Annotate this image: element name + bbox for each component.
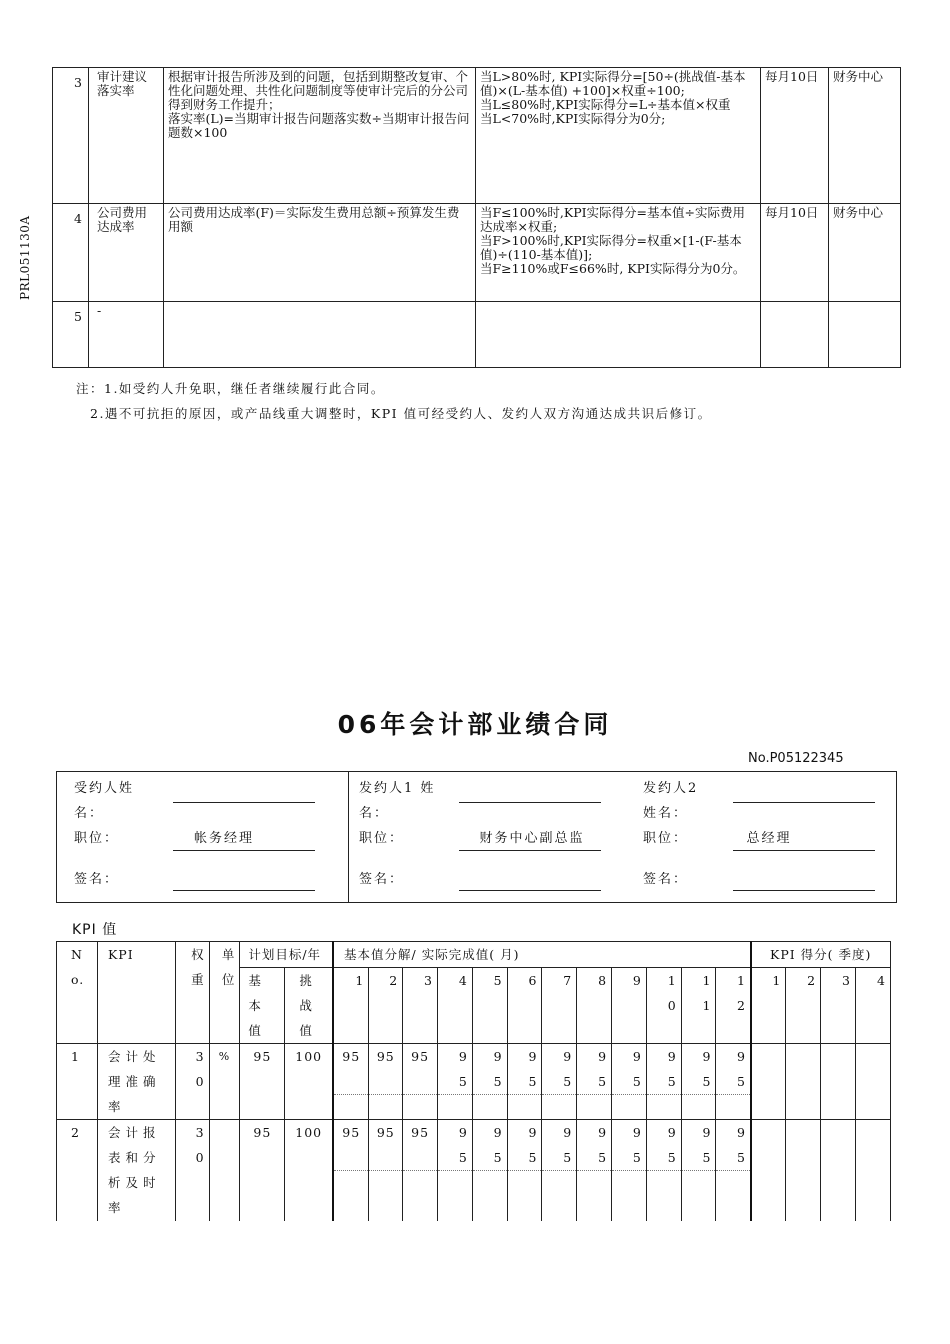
promisee-position-label: 职位： (74, 831, 120, 846)
row-actual-value[interactable] (333, 1171, 369, 1221)
row-actual-value[interactable] (577, 1095, 612, 1120)
row-weight: 30 (175, 1044, 209, 1120)
issuer1-name-line[interactable] (459, 802, 601, 803)
row-monthly-value[interactable]: 95 (646, 1120, 681, 1171)
kpi-definition: 根据审计报告所涉及到的问题，包括到期整改复审、个性化问题处理、共性化问题制度等使审计完后的分公司得到财务工作提升； 落实率(L)=当期审计报告问题落实数÷当期审计报告问题数×100 (164, 68, 476, 204)
kpi-detail-table (52, 67, 901, 368)
issuer2-sign-label: 签名： (643, 872, 689, 887)
kpi-value-row (57, 1120, 891, 1171)
issuer1-name-label: 发约人1 姓 (359, 781, 436, 796)
note-line-2: 2.遇不可抗拒的原因，或产品线重大调整时，KPI 值可经受约人、发约人双方沟通达成共识后修订。 (90, 406, 712, 421)
row-quarter-score[interactable] (751, 1044, 786, 1120)
month-header: 10 (646, 968, 681, 1044)
kpi-name: 审计建议落实率 (89, 68, 164, 204)
document-title: 06年会计部业绩合同 (337, 710, 613, 739)
issuer1-name-label-2: 名： (359, 806, 390, 821)
row-kpi-name: 会计处理准确率 (97, 1044, 175, 1120)
kpi-name: - (89, 302, 164, 368)
month-header: 3 (403, 968, 438, 1044)
row-monthly-value[interactable]: 95 (437, 1120, 472, 1171)
row-actual-value[interactable] (437, 1171, 472, 1221)
promisee-sign-line[interactable] (173, 890, 315, 891)
row-quarter-score[interactable] (821, 1044, 856, 1120)
quarter-header: 4 (855, 968, 890, 1044)
month-header: 7 (542, 968, 577, 1044)
kpi-value-table (56, 941, 891, 1221)
row-actual-value[interactable] (437, 1095, 472, 1120)
month-header: 2 (369, 968, 403, 1044)
month-header: 8 (577, 968, 612, 1044)
kpi-detail-row (53, 302, 901, 368)
quarter-header: 2 (786, 968, 821, 1044)
row-actual-value[interactable] (612, 1095, 647, 1120)
row-monthly-value[interactable]: 95 (472, 1044, 507, 1095)
notes (76, 376, 712, 426)
row-number: 1 (57, 1044, 98, 1120)
kpi-detail-row (53, 204, 901, 302)
row-monthly-value[interactable]: 95 (542, 1120, 577, 1171)
month-header: 12 (716, 968, 751, 1044)
kpi-definition: 公司费用达成率(F)＝实际发生费用总额÷预算发生费用额 (164, 204, 476, 302)
row-actual-value[interactable] (472, 1171, 507, 1221)
row-monthly-value[interactable]: 95 (507, 1044, 542, 1095)
promisee-name-line[interactable] (173, 802, 315, 803)
kpi-number: 5 (53, 302, 89, 368)
row-monthly-value[interactable]: 95 (716, 1120, 751, 1171)
row-monthly-value[interactable]: 95 (369, 1120, 403, 1171)
signature-box (56, 771, 897, 903)
row-actual-value[interactable] (333, 1095, 369, 1120)
row-unit: % (209, 1044, 240, 1120)
row-actual-value[interactable] (403, 1171, 438, 1221)
kpi-value-row (57, 1044, 891, 1095)
kpi-definition (164, 302, 476, 368)
row-actual-value[interactable] (681, 1171, 716, 1221)
kpi-period: 每月10日 (761, 68, 829, 204)
issuer2-position: 总经理 (746, 831, 792, 846)
issuer2-sign-line[interactable] (733, 890, 875, 891)
promisee-sign-label: 签名： (74, 872, 120, 887)
kpi-period: 每月10日 (761, 204, 829, 302)
row-actual-value[interactable] (507, 1171, 542, 1221)
month-header: 4 (437, 968, 472, 1044)
row-actual-value[interactable] (369, 1095, 403, 1120)
promisee-column (57, 772, 348, 902)
row-kpi-name: 会计报表和分析及时率 (97, 1120, 175, 1221)
header-plan: 计划目标/年 (240, 942, 333, 968)
header-no: No. (57, 942, 98, 1044)
row-monthly-value[interactable]: 95 (369, 1044, 403, 1095)
kpi-period (761, 302, 829, 368)
month-header: 1 (333, 968, 369, 1044)
row-actual-value[interactable] (507, 1095, 542, 1120)
table-bottom-edge (56, 1241, 896, 1242)
row-challenge-value: 100 (285, 1044, 333, 1120)
kpi-scoring-rule (476, 302, 761, 368)
quarter-header: 1 (751, 968, 786, 1044)
header-challenge: 挑战值 (285, 968, 333, 1044)
promisee-position-line (173, 850, 315, 851)
issuer2-position-line (733, 850, 875, 851)
row-unit (209, 1120, 240, 1221)
promisee-name-label-2: 名： (74, 806, 105, 821)
row-challenge-value: 100 (285, 1120, 333, 1221)
row-number: 2 (57, 1120, 98, 1221)
issuer1-sign-line[interactable] (459, 890, 601, 891)
header-score: KPI 得分( 季度) (751, 942, 891, 968)
issuer2-column (633, 772, 896, 902)
row-actual-value[interactable] (716, 1095, 751, 1120)
row-actual-value[interactable] (542, 1171, 577, 1221)
row-monthly-value[interactable]: 95 (403, 1044, 438, 1095)
header-kpi: KPI (97, 942, 175, 1044)
row-actual-value[interactable] (403, 1095, 438, 1120)
issuer2-name-label-2: 姓名： (643, 806, 689, 821)
kpi-heading: KPI 值 (72, 922, 118, 938)
row-quarter-score[interactable] (786, 1044, 821, 1120)
row-monthly-value[interactable]: 95 (333, 1120, 369, 1171)
promisee-position: 帐务经理 (193, 831, 254, 846)
row-actual-value[interactable] (369, 1171, 403, 1221)
issuer2-name-line[interactable] (733, 802, 875, 803)
month-header: 6 (507, 968, 542, 1044)
issuer1-sign-label: 签名： (359, 872, 405, 887)
row-actual-value[interactable] (646, 1095, 681, 1120)
row-monthly-value[interactable]: 95 (472, 1120, 507, 1171)
header-base: 基本值 (240, 968, 285, 1044)
row-monthly-value[interactable]: 95 (646, 1044, 681, 1095)
document-number: No.P05122345 (748, 751, 844, 766)
row-monthly-value[interactable]: 95 (333, 1044, 369, 1095)
row-actual-value[interactable] (577, 1171, 612, 1221)
month-header: 9 (612, 968, 647, 1044)
side-document-code: PRL051130A (18, 215, 32, 300)
row-actual-value[interactable] (681, 1095, 716, 1120)
kpi-header-row (57, 942, 891, 968)
row-actual-value[interactable] (472, 1095, 507, 1120)
row-actual-value[interactable] (646, 1171, 681, 1221)
row-quarter-score[interactable] (786, 1120, 821, 1221)
month-header: 5 (472, 968, 507, 1044)
row-monthly-value[interactable]: 95 (716, 1044, 751, 1095)
issuer1-position-label: 职位： (359, 831, 405, 846)
row-monthly-value[interactable]: 95 (681, 1044, 716, 1095)
header-breakdown: 基本值分解/ 实际完成值( 月) (333, 942, 751, 968)
row-monthly-value[interactable]: 95 (542, 1044, 577, 1095)
row-quarter-score[interactable] (855, 1044, 890, 1120)
issuer2-name-label: 发约人2 (643, 781, 699, 796)
kpi-detail-row (53, 68, 901, 204)
row-monthly-value[interactable]: 95 (681, 1120, 716, 1171)
kpi-department: 财务中心 (829, 204, 901, 302)
issuer2-position-label: 职位： (643, 831, 689, 846)
note-line-1: 注：1.如受约人升免职，继任者继续履行此合同。 (76, 381, 385, 396)
row-quarter-score[interactable] (855, 1120, 890, 1221)
quarter-header: 3 (821, 968, 856, 1044)
kpi-scoring-rule: 当F≤100%时,KPI实际得分=基本值÷实际费用达成率×权重; 当F>100%时,KPI实际得分=权重×[1-(F-基本值)÷(110-基本值)]; 当F≥110%或F≤66%时, KPI实际得分为0分。 (476, 204, 761, 302)
header-unit: 单位 (209, 942, 240, 1044)
row-monthly-value[interactable]: 95 (507, 1120, 542, 1171)
row-monthly-value[interactable]: 95 (612, 1044, 647, 1095)
kpi-scoring-rule: 当L>80%时, KPI实际得分=[50÷(挑战值-基本值)×(L-基本值) +100]×权重÷100; 当L≤80%时,KPI实际得分=L÷基本值×权重 当L<70%时,KPI实际得分为0分; (476, 68, 761, 204)
issuer1-position-line (459, 850, 601, 851)
row-base-value: 95 (240, 1120, 285, 1221)
row-actual-value[interactable] (716, 1171, 751, 1221)
row-weight: 30 (175, 1120, 209, 1221)
kpi-number: 4 (53, 204, 89, 302)
kpi-name: 公司费用达成率 (89, 204, 164, 302)
promisee-name-label: 受约人姓 (74, 781, 135, 796)
issuer1-column (348, 772, 633, 902)
kpi-number: 3 (53, 68, 89, 204)
kpi-department (829, 302, 901, 368)
row-actual-value[interactable] (612, 1171, 647, 1221)
month-header: 11 (681, 968, 716, 1044)
row-monthly-value[interactable]: 95 (437, 1044, 472, 1095)
row-monthly-value[interactable]: 95 (612, 1120, 647, 1171)
row-actual-value[interactable] (542, 1095, 577, 1120)
row-quarter-score[interactable] (751, 1120, 786, 1221)
row-base-value: 95 (240, 1044, 285, 1120)
kpi-department: 财务中心 (829, 68, 901, 204)
header-weight: 权重 (175, 942, 209, 1044)
issuer1-position: 财务中心副总监 (479, 831, 585, 846)
row-monthly-value[interactable]: 95 (577, 1044, 612, 1095)
row-monthly-value[interactable]: 95 (577, 1120, 612, 1171)
row-quarter-score[interactable] (821, 1120, 856, 1221)
row-monthly-value[interactable]: 95 (403, 1120, 438, 1171)
